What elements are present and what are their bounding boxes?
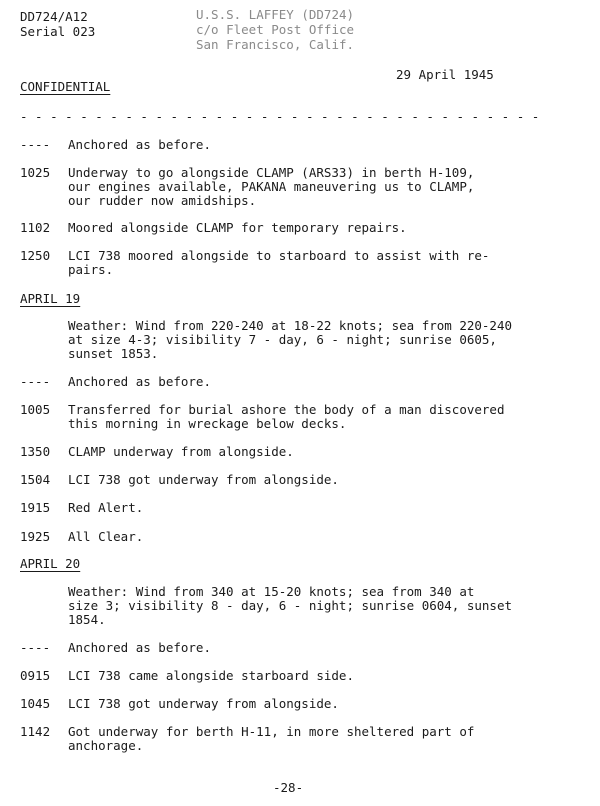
entry-text: LCI 738 moored alongside to starboard to assist with re- <box>68 248 490 263</box>
entry-text: Anchored as before. <box>68 137 211 152</box>
entry-text: our engines available, PAKANA maneuvering us to CLAMP, <box>68 179 475 194</box>
entry-time: 1045 <box>20 696 51 711</box>
entry-text: Transferred for burial ashore the body of a man discovered <box>68 402 505 417</box>
address-line-1: c/o Fleet Post Office <box>196 22 355 37</box>
entry-text: our rudder now amidships. <box>68 193 257 208</box>
entry-text: CLAMP underway from alongside. <box>68 444 294 459</box>
ship-name-line: U.S.S. LAFFEY (DD724) <box>196 7 355 22</box>
entry-time: 1504 <box>20 472 51 487</box>
entry-text: Anchored as before. <box>68 640 211 655</box>
weather-line: size 3; visibility 8 - day, 6 - night; sunrise 0604, sunset <box>68 598 513 613</box>
entry-text: Got underway for berth H-11, in more sheltered part of <box>68 724 475 739</box>
separator-line: - - - - - - - - - - - - - - - - - - - - - - - - - - - - - - - - - - - <box>20 109 540 124</box>
serial-number: Serial 023 <box>20 24 96 39</box>
weather-line: sunset 1853. <box>68 346 159 361</box>
file-reference: DD724/A12 <box>20 9 88 24</box>
entry-text: All Clear. <box>68 529 144 544</box>
entry-text: LCI 738 got underway from alongside. <box>68 696 339 711</box>
document-date: 29 April 1945 <box>396 67 494 82</box>
entry-time: 1925 <box>20 529 51 544</box>
entry-text: this morning in wreckage below decks. <box>68 416 347 431</box>
entry-text: pairs. <box>68 262 114 277</box>
entry-text: anchorage. <box>68 738 144 753</box>
entry-time: ---- <box>20 137 51 152</box>
entry-time: 1142 <box>20 724 51 739</box>
section-heading: APRIL 19 <box>20 291 81 306</box>
entry-time: 1250 <box>20 248 51 263</box>
entry-time: 1102 <box>20 220 51 235</box>
entry-text: Moored alongside CLAMP for temporary repairs. <box>68 220 407 235</box>
entry-text: LCI 738 got underway from alongside. <box>68 472 339 487</box>
entry-time: 1915 <box>20 500 51 515</box>
weather-line: Weather: Wind from 340 at 15-20 knots; sea from 340 at <box>68 584 475 599</box>
entry-time: 1025 <box>20 165 51 180</box>
entry-time: 1350 <box>20 444 51 459</box>
weather-line: Weather: Wind from 220-240 at 18-22 knots; sea from 220-240 <box>68 318 513 333</box>
entry-time: ---- <box>20 374 51 389</box>
section-heading: APRIL 20 <box>20 556 81 571</box>
entry-time: 0915 <box>20 668 51 683</box>
address-line-2: San Francisco, Calif. <box>196 37 355 52</box>
weather-line: at size 4-3; visibility 7 - day, 6 - night; sunrise 0605, <box>68 332 497 347</box>
entry-time: 1005 <box>20 402 51 417</box>
entry-text: LCI 738 came alongside starboard side. <box>68 668 354 683</box>
classification-label: CONFIDENTIAL <box>20 79 111 94</box>
entry-time: ---- <box>20 640 51 655</box>
entry-text: Underway to go alongside CLAMP (ARS33) in berth H-109, <box>68 165 475 180</box>
entry-text: Red Alert. <box>68 500 144 515</box>
weather-line: 1854. <box>68 612 106 627</box>
page-number: -28- <box>273 780 304 795</box>
entry-text: Anchored as before. <box>68 374 211 389</box>
